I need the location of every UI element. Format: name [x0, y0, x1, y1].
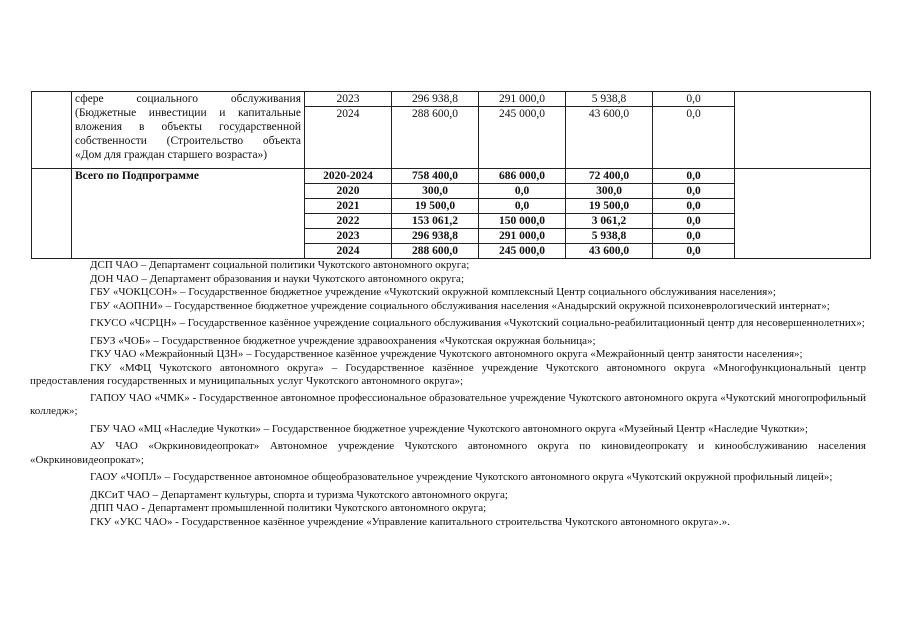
subprogram-budget-table [31, 91, 871, 259]
description-line: «Дом для граждан старшего возраста») [75, 149, 268, 161]
total-cell: 296 938,8 [392, 229, 479, 244]
district-budget-cell: 43 600,0 [566, 244, 653, 259]
other-sources-cell: 0,0 [653, 244, 735, 259]
total-cell: 288 600,0 [392, 244, 479, 259]
district-budget-cell: 19 500,0 [566, 199, 653, 214]
other-sources-cell: 0,0 [653, 169, 735, 184]
other-sources-cell: 0,0 [653, 214, 735, 229]
regional-budget-cell: 0,0 [479, 184, 566, 199]
abbreviation-item: ГБУ «ЧОКЦСОН» – Государственное бюджетное учреждение «Чукотский окружной комплексный Центр социального обслуживания населения»; [90, 286, 776, 298]
year-cell: 2024 [305, 107, 392, 169]
district-budget-cell: 3 061,2 [566, 214, 653, 229]
total-cell: 758 400,0 [392, 169, 479, 184]
regional-budget-cell: 150 000,0 [479, 214, 566, 229]
description-line: собственности (Строительство объекта [75, 135, 301, 147]
abbreviation-item: ГБУЗ «ЧОБ» – Государственное бюджетное учреждение здравоохранения «Чукотская окружная больница»; [90, 334, 596, 347]
abbreviation-item: ГКУ ЧАО «Межрайонный ЦЗН» – Государственное казённое учреждение Чукотского автономного округа «Межрайонный центр занятости населения»; [90, 348, 803, 360]
regional-budget-cell: 291 000,0 [479, 229, 566, 244]
table-row [32, 92, 871, 107]
abbreviation-item: ГБУ «АОПНИ» – Государственное бюджетное учреждение социального обслуживания населения «Анадырский окружной психоневрологический интернат»; [90, 299, 830, 312]
regional-budget-cell: 245 000,0 [479, 107, 566, 169]
year-cell: 2023 [305, 92, 392, 107]
abbreviation-item: ДОН ЧАО – Департамент образования и науки Чукотского автономного округа; [90, 272, 464, 285]
district-budget-cell: 5 938,8 [566, 229, 653, 244]
abbreviation-item: ГАПОУ ЧАО «ЧМК» - Государственное автономное профессиональное образовательное учреждение Чукотского автономного округа «Чукотский многопрофильный колледж»; [30, 391, 866, 417]
abbreviation-item: ДКСиТ ЧАО – Департамент культуры, спорта и туризма Чукотского автономного округа; [90, 488, 508, 501]
total-row [32, 169, 871, 184]
subprogram-total-label: Всего по Подпрограмме [72, 169, 305, 259]
other-sources-cell: 0,0 [653, 229, 735, 244]
description-line: вложения в объекты государственной [75, 121, 301, 133]
regional-budget-cell: 245 000,0 [479, 244, 566, 259]
empty-cell [32, 92, 72, 169]
year-cell: 2022 [305, 214, 392, 229]
abbreviations-list [30, 259, 866, 529]
empty-cell [32, 169, 72, 259]
abbreviation-item: ГКУ «МФЦ Чукотского автономного округа» – Государственное казённое учреждение Чукотского автономного округа «Многофункциональный центр предоставления государственных и муниципальных услуг Чукотского автономного округа»; [30, 361, 866, 387]
executor-cell [735, 92, 871, 169]
regional-budget-cell: 0,0 [479, 199, 566, 214]
district-budget-cell: 5 938,8 [566, 92, 653, 107]
district-budget-cell: 43 600,0 [566, 107, 653, 169]
total-cell: 19 500,0 [392, 199, 479, 214]
district-budget-cell: 300,0 [566, 184, 653, 199]
event-description-cell [72, 92, 305, 169]
abbreviation-item: ДПП ЧАО - Департамент промышленной политики Чукотского автономного округа; [90, 502, 487, 514]
other-sources-cell: 0,0 [653, 92, 735, 107]
other-sources-cell: 0,0 [653, 199, 735, 214]
other-sources-cell: 0,0 [653, 184, 735, 199]
other-sources-cell: 0,0 [653, 107, 735, 169]
year-cell: 2024 [305, 244, 392, 259]
abbreviation-item: ГКУСО «ЧСРЦН» – Государственное казённое учреждение социального обслуживания «Чукотский социально-реабилитационный центр для несовершеннолетних»; [90, 317, 865, 329]
total-cell: 300,0 [392, 184, 479, 199]
year-cell: 2023 [305, 229, 392, 244]
abbreviation-item: ГБУ ЧАО «МЦ «Наследие Чукотки» – Государственное бюджетное учреждение Чукотского автономного округа «Музейный Центр «Наследие Чукотки»; [90, 422, 808, 435]
abbreviation-item: ГКУ «УКС ЧАО» - Государственное казённое учреждение «Управление капитального строительства Чукотского автономного округа».». [90, 515, 730, 528]
description-line: сфере социального обслуживания [75, 93, 301, 105]
year-cell: 2020 [305, 184, 392, 199]
total-cell: 288 600,0 [392, 107, 479, 169]
year-cell: 2021 [305, 199, 392, 214]
regional-budget-cell: 291 000,0 [479, 92, 566, 107]
total-cell: 296 938,8 [392, 92, 479, 107]
executor-cell [735, 169, 871, 259]
regional-budget-cell: 686 000,0 [479, 169, 566, 184]
district-budget-cell: 72 400,0 [566, 169, 653, 184]
description-line: (Бюджетные инвестиции и капитальные [75, 107, 301, 119]
total-cell: 153 061,2 [392, 214, 479, 229]
abbreviation-item: ДСП ЧАО – Департамент социальной политики Чукотского автономного округа; [90, 259, 470, 271]
year-cell: 2020-2024 [305, 169, 392, 184]
abbreviation-item: АУ ЧАО «Окркиновидеопрокат» Автономное учреждение Чукотского автономного округа по киновидеопрокату и кинообслуживанию населения «Окркиновидеопрокат»; [30, 440, 866, 466]
abbreviation-item: ГАОУ «ЧОПЛ» – Государственное автономное общеобразовательное учреждение Чукотского автономного округа «Чукотский окружной профильный лицей»; [90, 471, 833, 483]
